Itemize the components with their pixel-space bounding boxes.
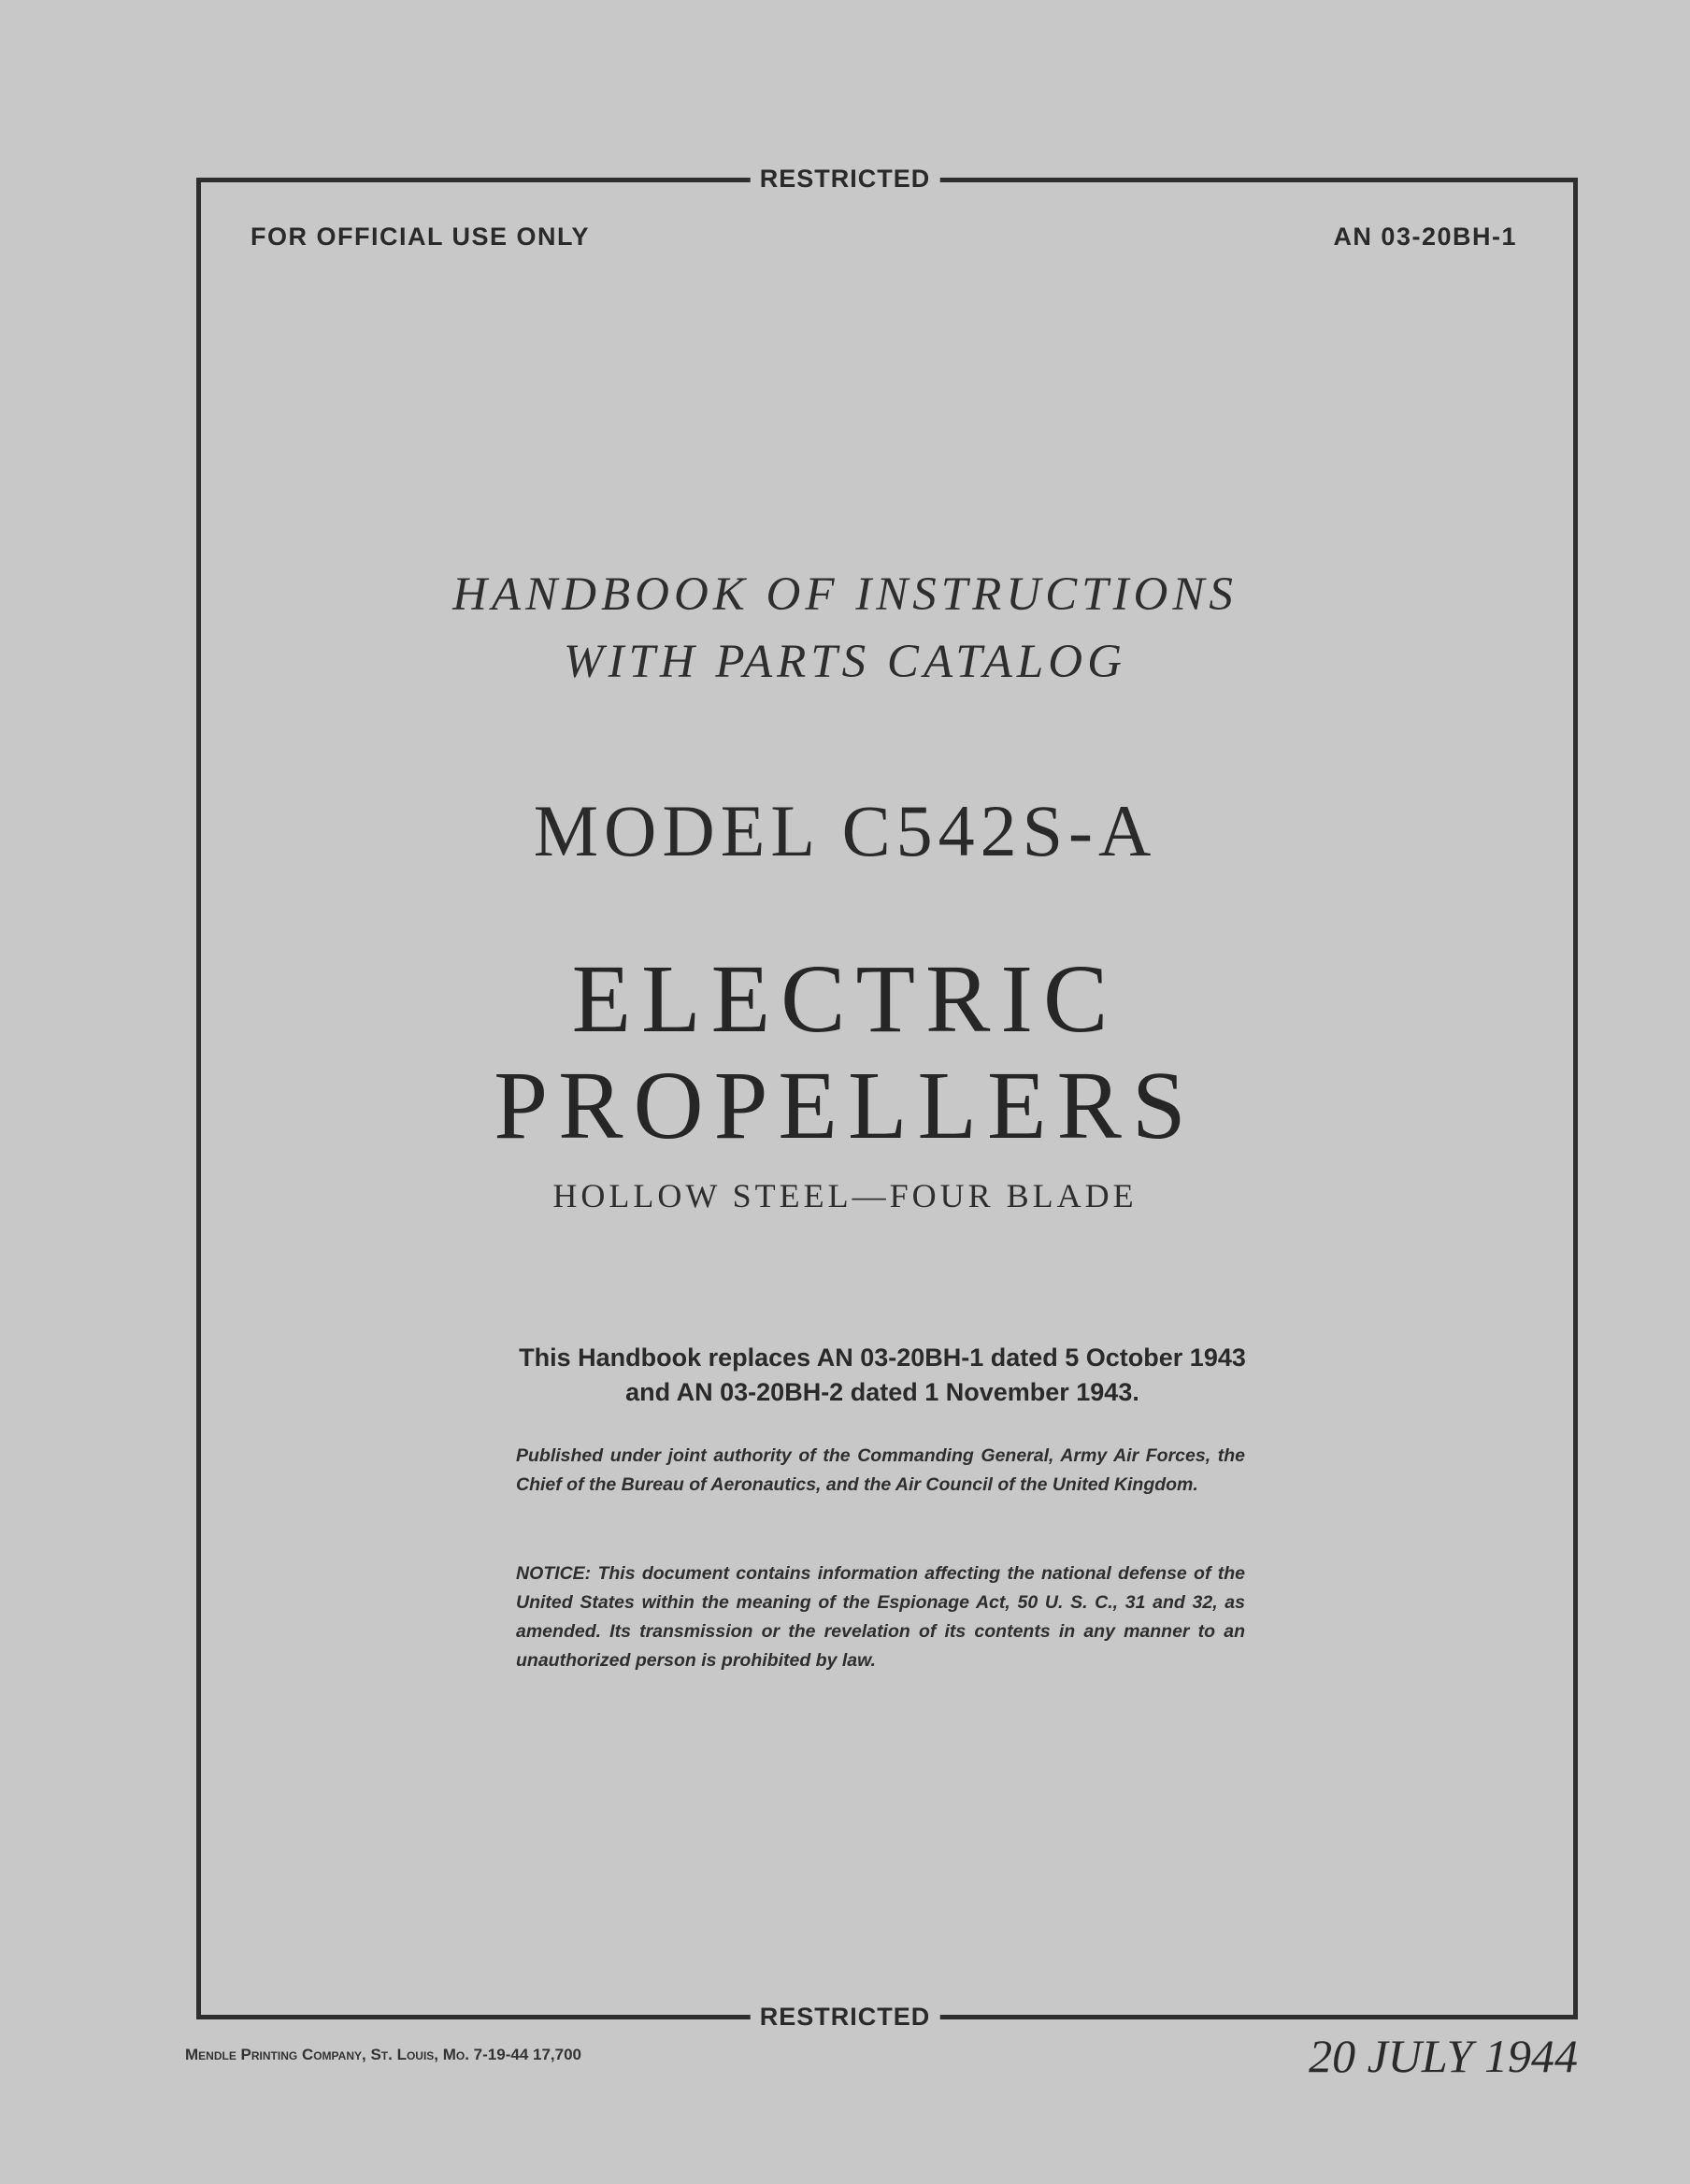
handbook-title-line2: WITH PARTS CATALOG <box>564 636 1126 688</box>
official-use-label: FOR OFFICIAL USE ONLY <box>251 223 591 251</box>
document-number: AN 03-20BH-1 <box>1333 223 1517 251</box>
authority-paragraph: Published under joint authority of the Commanding General, Army Air Forces, the Chief of the Bureau of Aeronautics, and the Air Council of the United Kingdom. <box>516 1445 1245 1495</box>
restricted-label-top: RESTRICTED <box>751 165 940 194</box>
main-title-electric: ELECTRIC <box>571 945 1119 1053</box>
model-title: MODEL C542S-A <box>533 790 1157 871</box>
replaces-notice: This Handbook replaces AN 03-20BH-1 dated 5 October 1943 and AN 03-20BH-2 dated 1 November 1943. <box>519 1343 1246 1406</box>
main-title-propellers: PROPELLERS <box>494 1052 1196 1159</box>
handbook-title-line1: HANDBOOK OF INSTRUCTIONS <box>452 568 1238 621</box>
espionage-notice-paragraph: NOTICE: This document contains information affecting the national defense of the United States within the meaning of the Espionage Act, 50 U. S. C., 31 and 32, as amended. Its transmission or the revelation of its contents in any manner to an unauthorized person is prohibited by law. <box>516 1563 1245 1671</box>
restricted-label-bottom: RESTRICTED <box>751 2003 940 2032</box>
publication-date: 20 JULY 1944 <box>1309 2030 1578 2082</box>
printer-imprint: Mendle Printing Company, St. Louis, Mo. 7-19-44 17,700 <box>185 2046 581 2063</box>
subtitle: HOLLOW STEEL—FOUR BLADE <box>552 1177 1138 1214</box>
